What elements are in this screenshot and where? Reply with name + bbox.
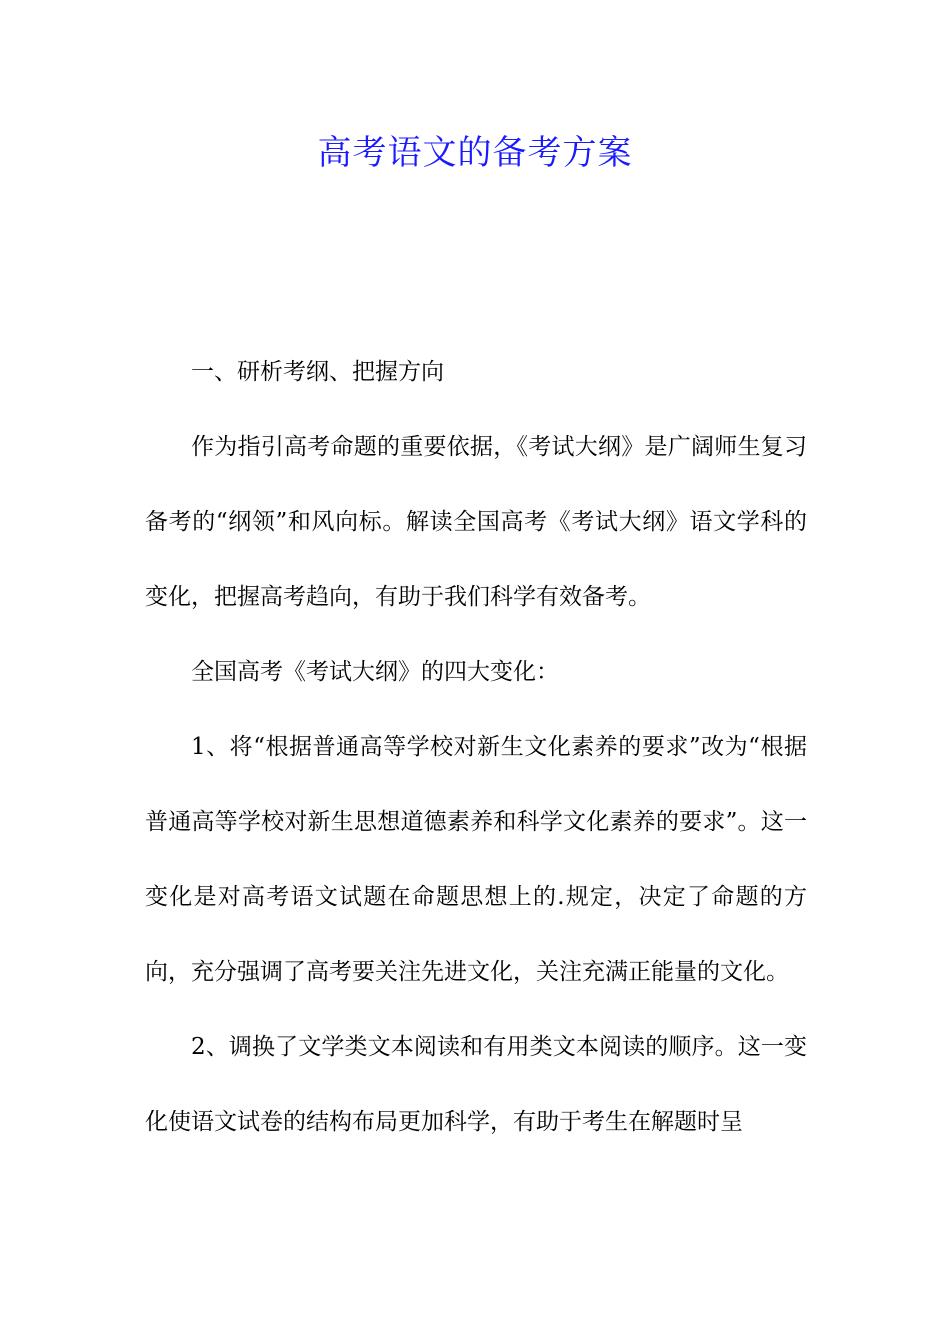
body-paragraph: 全国高考《考试大纲》的四大变化： — [191, 659, 559, 685]
body-paragraph: 1、将“根据普通高等学校对新生文化素养的要求”改为“根据普通高等学校对新生思想道德素养和科学文化素养的要求”。这一变化是对高考语文试题在命题思想上的.规定，决定了命题的方向，充分强调了高考要关注先进文化，关注充满正能量的文化。 — [145, 734, 807, 985]
body-paragraph: 作为指引高考命题的重要依据，《考试大纲》是广阔师生复习备考的“纲领”和风向标。解读全国高考《考试大纲》语文学科的变化，把握高考趋向，有助于我们科学有效备考。 — [145, 434, 807, 610]
document-title: 高考语文的备考方案 — [317, 133, 633, 173]
body-paragraph: 2、调换了文学类文本阅读和有用类文本阅读的顺序。这一变化使语文试卷的结构布局更加科学，有助于考生在解题时呈 — [145, 1034, 807, 1135]
section-heading: 一、研析考纲、把握方向 — [191, 359, 444, 385]
document-body — [145, 335, 807, 1160]
